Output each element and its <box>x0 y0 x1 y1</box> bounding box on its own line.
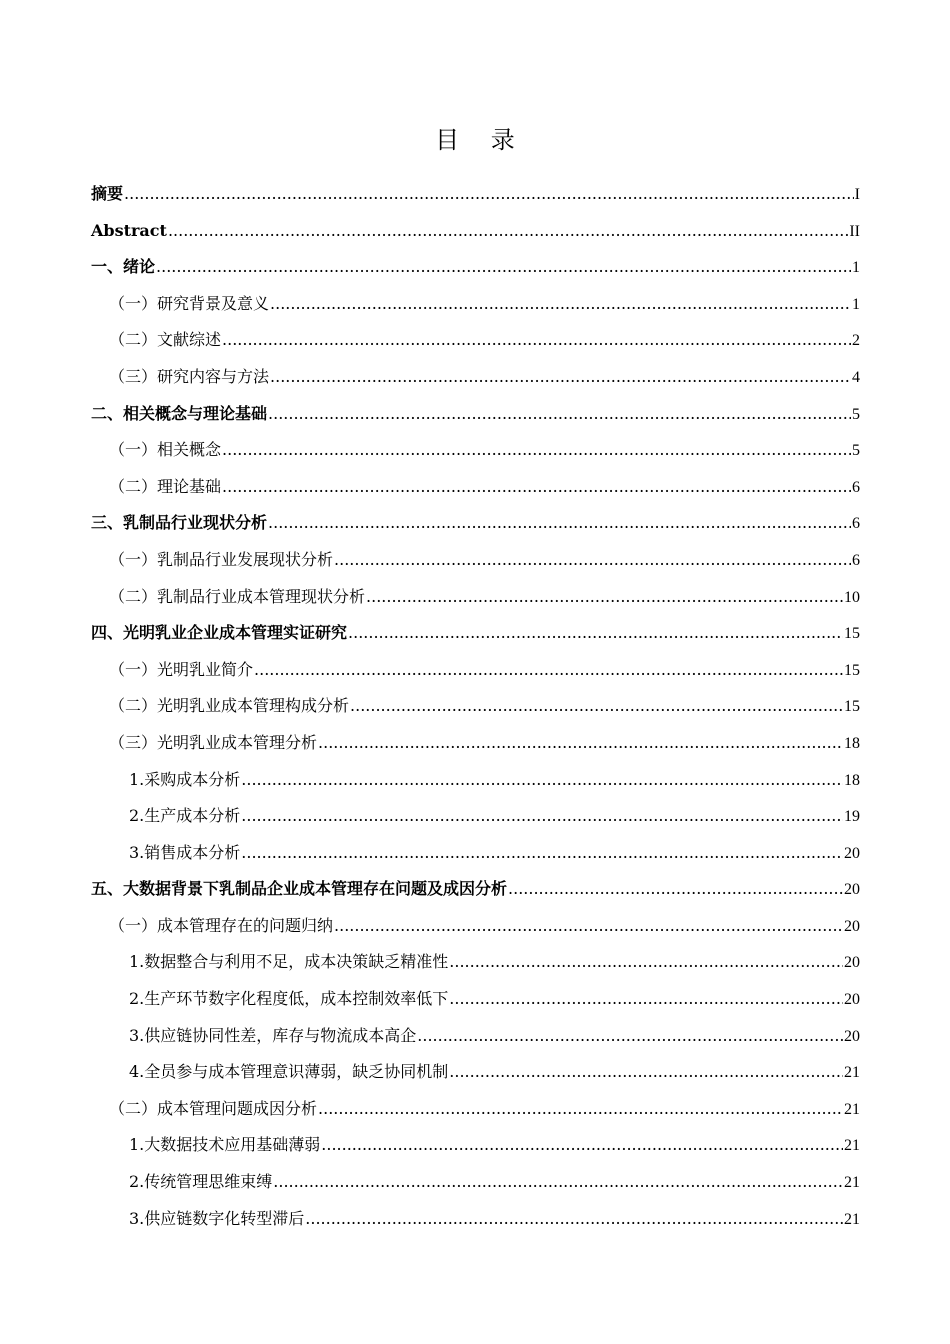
toc-dot-leader <box>241 835 843 872</box>
toc-entry-label: 3.销售成本分析 <box>129 842 241 862</box>
toc-entry-label: （一）乳制品行业发展现状分析 <box>109 549 334 569</box>
toc-page-number: 15 <box>844 625 860 643</box>
toc-entry[interactable] <box>91 798 860 835</box>
toc-page-number: 5 <box>852 442 860 460</box>
toc-dot-leader <box>222 432 851 469</box>
toc-entry-label: （一）成本管理存在的问题归纳 <box>109 915 334 935</box>
toc-page-number: 18 <box>844 734 860 752</box>
toc-list <box>91 176 860 1237</box>
toc-entry[interactable] <box>91 432 860 469</box>
toc-entry-label: 三、乳制品行业现状分析 <box>91 513 268 533</box>
toc-page-number: 10 <box>844 588 860 606</box>
toc-entry[interactable] <box>91 176 860 213</box>
toc-entry-label: （一）研究背景及意义 <box>109 293 270 313</box>
toc-entry-label: （二）乳制品行业成本管理现状分析 <box>109 586 366 606</box>
toc-page-number: 1 <box>852 295 860 313</box>
toc-entry-label: 一、绪论 <box>91 257 156 277</box>
toc-entry-label: 3.供应链协同性差，库存与物流成本高企 <box>129 1025 417 1045</box>
toc-entry[interactable] <box>91 1054 860 1091</box>
toc-entry-label: （三）研究内容与方法 <box>109 366 270 386</box>
toc-page-number: 21 <box>844 1137 860 1155</box>
toc-page-number: 20 <box>844 991 860 1009</box>
toc-dot-leader <box>449 944 843 981</box>
toc-entry[interactable] <box>91 762 860 799</box>
toc-entry[interactable] <box>91 359 860 396</box>
toc-page-number: 4 <box>852 368 860 386</box>
toc-page-number: 2 <box>852 332 860 350</box>
toc-dot-leader <box>417 1018 843 1055</box>
toc-entry[interactable] <box>91 1091 860 1128</box>
toc-dot-leader <box>508 871 843 908</box>
toc-page-number: 21 <box>844 1174 860 1192</box>
toc-dot-leader <box>321 1127 843 1164</box>
toc-page-number: 21 <box>844 1210 860 1228</box>
toc-entry[interactable] <box>91 688 860 725</box>
toc-entry[interactable] <box>91 835 860 872</box>
toc-page-number: 20 <box>844 844 860 862</box>
toc-dot-leader <box>270 286 851 323</box>
toc-entry[interactable] <box>91 908 860 945</box>
toc-entry[interactable] <box>91 579 860 616</box>
toc-entry-label: 3.供应链数字化转型滞后 <box>129 1208 305 1228</box>
toc-entry[interactable] <box>91 981 860 1018</box>
toc-title: 目 录 <box>435 126 527 154</box>
toc-entry-label: 2.生产环节数字化程度低，成本控制效率低下 <box>129 989 449 1009</box>
toc-page-number: 15 <box>844 698 860 716</box>
toc-entry-label: （三）光明乳业成本管理分析 <box>109 732 318 752</box>
toc-entry-label: 1.大数据技术应用基础薄弱 <box>129 1135 321 1155</box>
toc-page-number: 1 <box>852 259 860 277</box>
toc-page-number: 21 <box>844 1100 860 1118</box>
toc-entry[interactable] <box>91 1018 860 1055</box>
toc-dot-leader <box>168 213 848 250</box>
toc-entry-label: 2.传统管理思维束缚 <box>129 1172 273 1192</box>
toc-entry[interactable] <box>91 469 860 506</box>
toc-dot-leader <box>334 542 851 579</box>
toc-page-number: 20 <box>844 917 860 935</box>
toc-entry-label: （二）文献综述 <box>109 330 222 350</box>
toc-dot-leader <box>350 688 843 725</box>
toc-entry-label: （二）理论基础 <box>109 476 222 496</box>
toc-page-number: 5 <box>852 405 860 423</box>
toc-dot-leader <box>241 798 843 835</box>
toc-dot-leader <box>124 176 854 213</box>
toc-entry-label: Abstract <box>91 220 167 240</box>
toc-entry-label: 二、相关概念与理论基础 <box>91 403 268 423</box>
toc-entry[interactable] <box>91 944 860 981</box>
toc-dot-leader <box>348 615 843 652</box>
toc-dot-leader <box>270 359 851 396</box>
toc-dot-leader <box>268 505 851 542</box>
toc-entry-label: 2.生产成本分析 <box>129 806 241 826</box>
toc-entry-label: 4.全员参与成本管理意识薄弱，缺乏协同机制 <box>129 1062 449 1082</box>
toc-dot-leader <box>334 908 843 945</box>
toc-entry-label: （二）成本管理问题成因分析 <box>109 1098 318 1118</box>
toc-page-number: 18 <box>844 771 860 789</box>
toc-dot-leader <box>449 981 843 1018</box>
toc-page-number: 6 <box>852 478 860 496</box>
toc-entry[interactable] <box>91 542 860 579</box>
toc-page-number: 20 <box>844 954 860 972</box>
toc-page-number: 6 <box>852 515 860 533</box>
toc-entry[interactable] <box>91 249 860 286</box>
toc-entry[interactable] <box>91 652 860 689</box>
toc-page-number: II <box>849 222 860 240</box>
toc-dot-leader <box>318 1091 843 1128</box>
toc-page-number: 15 <box>844 661 860 679</box>
toc-dot-leader <box>254 652 843 689</box>
toc-entry[interactable] <box>91 871 860 908</box>
toc-entry[interactable] <box>91 213 860 250</box>
toc-dot-leader <box>273 1164 843 1201</box>
toc-entry[interactable] <box>91 1164 860 1201</box>
toc-entry[interactable] <box>91 725 860 762</box>
toc-dot-leader <box>305 1201 843 1238</box>
toc-entry-label: 1.数据整合与利用不足，成本决策缺乏精准性 <box>129 952 449 972</box>
toc-page-number: 6 <box>852 551 860 569</box>
toc-dot-leader <box>366 579 843 616</box>
toc-entry[interactable] <box>91 286 860 323</box>
toc-entry-label: 摘要 <box>91 184 124 203</box>
toc-dot-leader <box>449 1054 843 1091</box>
toc-entry[interactable] <box>91 322 860 359</box>
toc-entry[interactable] <box>91 615 860 652</box>
toc-entry-label: （一）光明乳业简介 <box>109 659 254 679</box>
toc-entry-label: 四、光明乳业企业成本管理实证研究 <box>91 623 348 643</box>
toc-dot-leader <box>222 322 851 359</box>
toc-entry-label: 1.采购成本分析 <box>129 769 241 789</box>
toc-dot-leader <box>318 725 843 762</box>
toc-entry[interactable] <box>91 1127 860 1164</box>
toc-dot-leader <box>268 396 851 433</box>
toc-page-number: 20 <box>844 1027 860 1045</box>
toc-page-number: 21 <box>844 1064 860 1082</box>
toc-page-number: 19 <box>844 808 860 826</box>
toc-dot-leader <box>156 249 851 286</box>
toc-page-number: I <box>854 186 860 203</box>
toc-entry-label: 五、大数据背景下乳制品企业成本管理存在问题及成因分析 <box>91 879 508 899</box>
toc-dot-leader <box>222 469 851 506</box>
toc-entry[interactable] <box>91 1201 860 1238</box>
toc-page-number: 20 <box>844 881 860 899</box>
toc-entry-label: （一）相关概念 <box>109 440 222 460</box>
toc-dot-leader <box>241 762 843 799</box>
toc-entry[interactable] <box>91 396 860 433</box>
toc-entry-label: （二）光明乳业成本管理构成分析 <box>109 696 350 716</box>
toc-entry[interactable] <box>91 505 860 542</box>
